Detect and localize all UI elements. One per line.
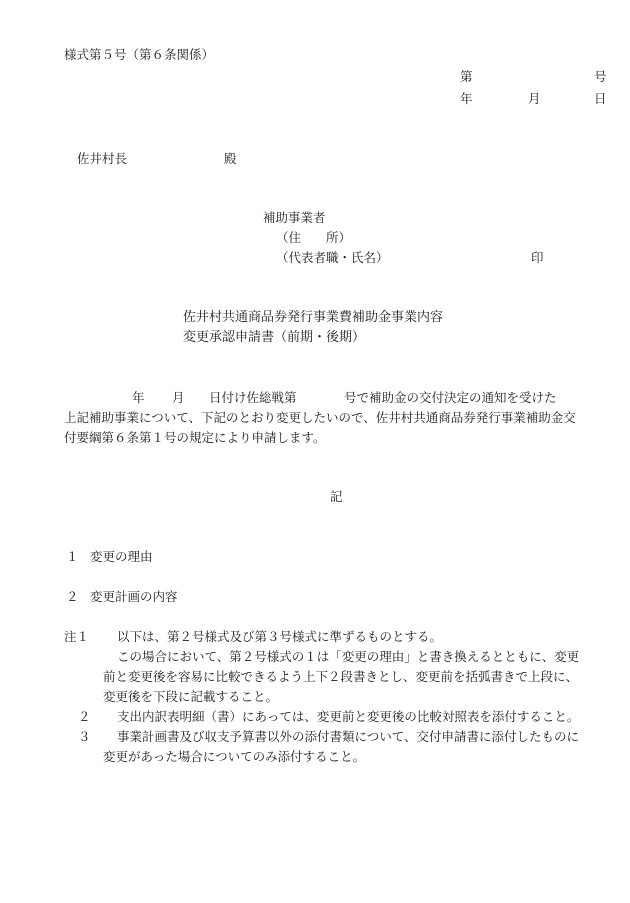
addressee-name: 佐井村長 xyxy=(77,151,128,166)
item-1-number: １ xyxy=(66,549,79,564)
title-line-2: 変更承認申請書（前期・後期） xyxy=(183,330,366,345)
note-3-line-1: 事業計画書及び収支予算書以外の添付書類について、交付申請書に添付したものに xyxy=(117,729,580,744)
form-label: 様式第５号（第６条関係） xyxy=(64,47,215,62)
doc-number-go: 号 xyxy=(594,69,607,84)
note-1-line-3: 前と変更後を容易に比較できるよう上下２段書きとし、変更前を括弧書きで上段に、 xyxy=(103,669,579,684)
item-1-label: 変更の理由 xyxy=(90,549,153,564)
note-3-number: ３ xyxy=(78,729,91,744)
notes-heading: 注１ xyxy=(64,629,90,644)
body-line1-rest: 号で補助金の交付決定の通知を受けた xyxy=(344,390,557,405)
doc-date-month: 月 xyxy=(528,91,541,106)
addressee-honorific: 殿 xyxy=(224,151,237,166)
body-line1-mid: 日付け佐総戦第 xyxy=(209,390,297,405)
note-1-line-2: この場合において、第２号様式の１は「変更の理由」と書き換えるとともに、変更 xyxy=(117,649,580,664)
title-line-1: 佐井村共通商品券発行事業費補助金事業内容 xyxy=(183,310,444,325)
note-3-line-2: 変更があった場合についてのみ添付すること。 xyxy=(103,749,366,764)
doc-date-year: 年 xyxy=(460,91,473,106)
note-1-line-1: 以下は、第２号様式及び第３号様式に準ずるものとする。 xyxy=(117,629,443,644)
applicant-heading: 補助事業者 xyxy=(263,210,326,225)
body-line-2: 上記補助事業について、下記のとおり変更したいので、佐井村共通商品券発行事業補助金交 xyxy=(64,410,576,425)
body-month: 月 xyxy=(172,390,185,405)
item-2-label: 変更計画の内容 xyxy=(90,589,178,604)
applicant-address-label: （住 所） xyxy=(276,230,352,245)
note-1-line-4: 変更後を下段に記載すること。 xyxy=(103,689,279,704)
applicant-rep-label: （代表者職・氏名） xyxy=(276,250,389,265)
doc-number-dai: 第 xyxy=(460,69,473,84)
ki-heading: 記 xyxy=(330,489,343,504)
doc-date-day: 日 xyxy=(594,91,607,106)
body-line-3: 付要綱第６条第１号の規定により申請します。 xyxy=(64,430,326,445)
item-2-number: ２ xyxy=(66,589,79,604)
note-2-number: ２ xyxy=(78,709,91,724)
body-year: 年 xyxy=(132,390,145,405)
seal-mark: 印 xyxy=(531,250,544,265)
note-2-line-1: 支出内訳表明細（書）にあっては、変更前と変更後の比較対照表を添付すること。 xyxy=(117,709,580,724)
